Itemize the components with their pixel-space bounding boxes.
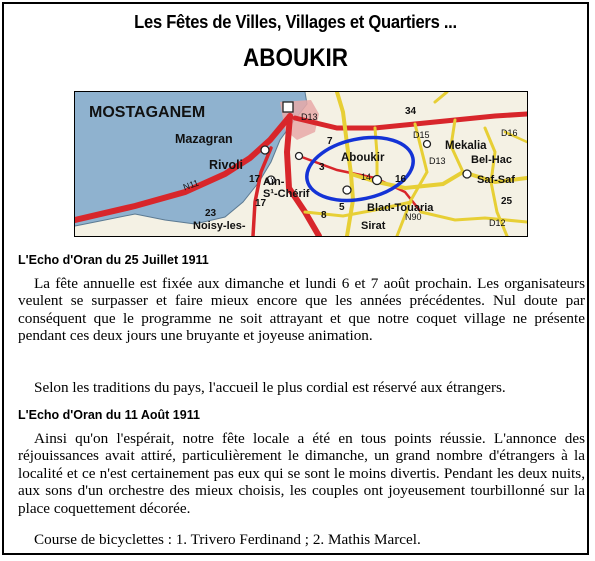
page-title: ABOUKIR: [242, 44, 348, 72]
map-road-d15: D15: [413, 130, 430, 140]
map-label-mostaganem: MOSTAGANEM: [89, 104, 206, 121]
map-label-mazagran: Mazagran: [175, 132, 233, 146]
map-road-7: 7: [327, 136, 333, 147]
map-road-17b: 17: [255, 198, 267, 209]
map-road-n90: N90: [405, 212, 422, 222]
map-road-16: 16: [395, 174, 407, 185]
map-road-14: 14: [361, 172, 372, 182]
map-road-34: 34: [405, 106, 417, 117]
map-road-23: 23: [205, 208, 217, 219]
map-road-d16: D16: [501, 128, 518, 138]
map-road-17: 17: [249, 174, 261, 185]
map-label-ain: Aïn-: [263, 176, 285, 188]
map-label-sirat: Sirat: [361, 220, 386, 232]
map-road-d13b: D13: [429, 156, 446, 166]
map-road-n11: N11: [181, 177, 201, 193]
map-road-5: 5: [339, 202, 345, 213]
map-road-8: 8: [321, 210, 327, 221]
map-road-d13: D13: [301, 112, 318, 122]
article-1-paragraph-1: La fête annuelle est fixée aux dimanche et lundi 6 et 7 août prochain. Les organisateurs veulent se surpasser et faire mieux encore que les années précédentes. Nul doute par conséquent que le programme ne soit attrayant et que notre coquet village ne présente pendant ces deux jours une bruyante et joyeuse animation.: [18, 275, 585, 345]
map-road-3: 3: [319, 162, 325, 173]
map-label-noisy: Noisy-les-: [193, 220, 246, 232]
map-label-rivoli: Rivoli: [209, 158, 244, 172]
map-label-mekalia: Mekalia: [445, 140, 487, 152]
map-label-sidi-cherif: S¹-Chérif: [263, 188, 310, 200]
map-city-marker: [283, 102, 293, 112]
map-road-d12: D12: [489, 218, 506, 228]
map-label-saf-saf: Saf-Saf: [477, 174, 515, 186]
article-1-paragraph-2: Selon les traditions du pays, l'accueil le plus cordial est réservé aux étrangers.: [34, 379, 506, 396]
article-2-paragraph-2: Course de bicyclettes : 1. Trivero Ferdinand ; 2. Mathis Marcel.: [34, 531, 421, 548]
source-heading-1: L'Echo d'Oran du 25 Juillet 1911: [18, 253, 209, 267]
map-road-25: 25: [501, 196, 513, 207]
source-heading-2: L'Echo d'Oran du 11 Août 1911: [18, 408, 200, 422]
map-label-blad-touaria: Blad-Touaria: [367, 202, 434, 214]
article-2-paragraph-1: Ainsi qu'on l'espérait, notre fête locale a été en tous points réussie. L'annonce des réjouissances avait attiré, particulièrement le dimanche, un grand nombre d'étrangers à la localité et ce n'est certainement pas eux qui se sont le moins divertis. Pendant les deux nuits, aux sons d'un orchestre des mieux choisis, les couples ont joyeusement tourbillonné sur la place coquettement décorée.: [18, 430, 585, 517]
map-label-bel-hac: Bel-Hac: [471, 154, 512, 166]
location-map: [74, 91, 528, 237]
map-label-aboukir: Aboukir: [341, 152, 385, 164]
series-header: Les Fêtes de Villes, Villages et Quartiers ...: [134, 12, 457, 32]
document-page: [2, 2, 589, 555]
